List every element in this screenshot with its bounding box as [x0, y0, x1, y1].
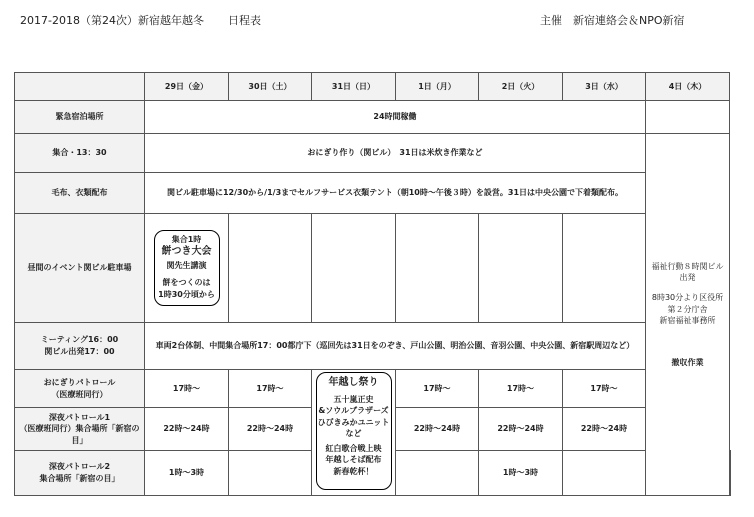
nenkoshi-line: 年越しそば配布 [325, 455, 382, 465]
day4-line: 福祉行動８時関ビル [651, 261, 724, 271]
mochi-cell [145, 214, 229, 323]
nenkoshi-line: 新春乾杯！ [333, 467, 374, 477]
row-label: 緊急宿泊場所 [15, 101, 145, 134]
time-cell: 22時～24時 [479, 408, 563, 451]
organizer-name: 新宿連絡会＆NPO新宿 [573, 14, 685, 27]
row-label [15, 370, 145, 408]
row-label [15, 408, 145, 451]
header-row [15, 73, 731, 101]
row-meeting [15, 323, 731, 370]
time-cell: 17時～ [229, 370, 312, 408]
mochi-line: 1時30分頃から [158, 289, 215, 299]
schedule-table [14, 72, 731, 496]
day-header: 3日（水） [563, 73, 646, 101]
nenkoshi-line: 紅白歌合戦上映 [325, 443, 382, 453]
empty-cell [229, 214, 312, 323]
day4-line: 8時30分より区役所 [651, 292, 724, 302]
time-cell: 17時～ [396, 370, 479, 408]
row-label-line: おにぎりパトロール [43, 377, 116, 387]
empty-cell [396, 214, 479, 323]
nenkoshi-line: ひびきみかユニット [317, 417, 390, 427]
nenkoshi-line: 五十嵐正史 [333, 394, 374, 404]
shelter-text: 24時間稼働 [145, 101, 646, 134]
blanket-text: 関ビル駐車場に12/30から/1/3までセルフサービス衣類テント（朝10時～午後３時）を設営。31日は中央公園で下着類配布。 [145, 173, 646, 214]
row-label-line: 深夜パトロール2 [48, 462, 111, 472]
row-label-line: 深夜パトロール1 [48, 412, 111, 422]
mochi-line: 餅をつくのは [162, 278, 211, 288]
empty-cell [229, 451, 312, 496]
mochi-title: 餅つき大会 [161, 246, 212, 258]
row-blanket [15, 173, 731, 214]
day4-line: 撤収作業 [671, 357, 704, 367]
mochi-line: 集合1時 [171, 234, 202, 244]
row-label-line: ミーティング16：00 [40, 335, 119, 345]
row-label-line: （医療班同行） [51, 389, 108, 399]
empty-cell [312, 214, 396, 323]
day4-line: 第２分庁舎 [667, 304, 708, 314]
day4-line: 新宿福祉事務所 [659, 316, 716, 326]
day-header: 1日（月） [396, 73, 479, 101]
empty-cell [563, 451, 646, 496]
day-header: 30日（土） [229, 73, 312, 101]
time-cell: 17時～ [563, 370, 646, 408]
row-daytime [15, 214, 731, 323]
nenkoshi-event-box [316, 372, 392, 490]
day4-cell [646, 134, 730, 496]
mochi-line: 関先生講演 [166, 260, 207, 270]
empty-cell [479, 214, 563, 323]
title-main: 2017-2018（第24次）新宿越年越冬 [20, 14, 204, 27]
day-header: 31日（日） [312, 73, 396, 101]
row-label-line: 集合場所「新宿の目」 [39, 474, 120, 483]
nenkoshi-cell [312, 370, 396, 496]
time-cell: 22時～24時 [145, 408, 229, 451]
time-cell: 1時～3時 [479, 451, 563, 496]
row-gather [15, 134, 731, 173]
empty-cell [396, 451, 479, 496]
time-cell: 17時～ [479, 370, 563, 408]
empty-cell [730, 451, 731, 496]
empty-cell [563, 214, 646, 323]
document-title [20, 12, 261, 28]
time-cell: 22時～24時 [229, 408, 312, 451]
nenkoshi-line: など [345, 429, 362, 439]
time-cell: 17時～ [145, 370, 229, 408]
day4-line: 出発 [679, 273, 696, 283]
organizer-label: 主催 [540, 14, 562, 27]
day-header: 2日（火） [479, 73, 563, 101]
time-cell: 1時～3時 [145, 451, 229, 496]
nenkoshi-title: 年越し祭り [328, 377, 379, 388]
row-label-line: （医療班同行）集合場所「新宿の目」 [19, 424, 140, 445]
empty-cell [646, 101, 730, 134]
mochi-event-box [154, 230, 220, 307]
organizer [540, 12, 685, 28]
gather-text: おにぎり作り（関ビル） 31日は米炊き作業など [145, 134, 646, 173]
row-shelter [15, 101, 731, 134]
corner-cell [15, 73, 145, 101]
time-cell: 22時～24時 [563, 408, 646, 451]
day-header: 4日（木） [646, 73, 730, 101]
time-cell: 22時～24時 [396, 408, 479, 451]
day-header: 29日（金） [145, 73, 229, 101]
row-label [15, 451, 145, 496]
row-label: 集合・13：30 [15, 134, 145, 173]
title-sub: 日程表 [227, 14, 261, 27]
meeting-text: 車両2台体制、中間集合場所17：00都庁下（巡回先は31日をのぞき、戸山公園、明治公園、音羽公園、中央公園、新宿駅周辺など） [145, 323, 646, 370]
nenkoshi-line: &ソウルブラザーズ [318, 406, 389, 416]
row-onigiri [15, 370, 731, 408]
row-label [15, 323, 145, 370]
row-label: 昼間のイベント関ビル駐車場 [15, 214, 145, 323]
row-label-line: 関ビル出発17：00 [44, 347, 115, 356]
row-label: 毛布、衣類配布 [15, 173, 145, 214]
